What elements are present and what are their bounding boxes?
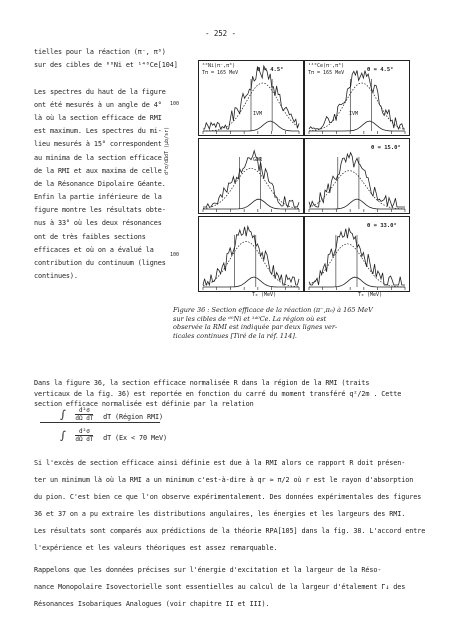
formula-fraction-2: $\frac{\text{d²σ}}{\text{dΩ dT}}$ [75,428,94,443]
fit-curve [203,241,299,286]
component-curve [309,121,405,131]
text-line: contribution du continuum (lignes [34,259,166,267]
text-line: Enfin la partie inférieure de la [34,193,162,202]
figure-36 [164,55,420,298]
panel-title-ni: ⁶⁰Ni(π⁻,π⁰) [202,63,236,69]
text-line: Résonances Isobariques Analogues (voir chapitre II et III). [34,600,270,608]
text-line: figure montre les résultats obte- [34,206,166,215]
text-line: du pion. C'est bien ce que l'on observe expérimentalement. Des données expérimentales des figures [34,493,422,501]
panel-ce-4deg [304,60,410,136]
spectrum-trace [203,151,299,207]
text-line [34,72,178,85]
panel-energy-ni: Tπ = 165 MeV [202,70,239,76]
text-line: Rappelons que les données précises sur l'énergie d'excitation et la largeur de la Réso- [34,566,382,574]
text-line: ter un minimum là où la RMI a un minimum c'est-à-dire à qr ≈ π/2 où r est le rayon d'absorption [34,476,414,484]
text-line: lieu mesurés à 15° correspondent [34,140,162,149]
text-line: ont été mesurés à un angle de 4° [34,100,162,109]
text-line: de la Résonance Dipolaire Géante. [34,179,166,188]
x-axis-label-left: T₀ (MeV) [252,292,277,298]
formula-numerator-line: ∫ $\frac{\text{d²σ}}{\text{dΩ dT}}$ dT (Région RMI) [60,407,163,422]
text-line: sur des cibles de ⁶⁰Ni et ¹⁴⁰Ce[104] [34,61,178,70]
text-line: efficaces et où on a évalué la [34,245,154,254]
text-line: au minima de la section efficace [34,153,162,162]
panel-ni-15deg [198,138,304,214]
left-column-text [34,46,178,283]
panel-ni-33deg [198,216,304,292]
text-line: Dans la figure 36, la section efficace normalisée R dans la région de la RMI (traits [34,379,370,387]
text-line: l'expérience et les valeurs théoriques est assez remarquable. [34,544,278,552]
fit-curve [203,168,299,208]
angle-label-15: θ = 15.0° [371,145,401,151]
text-line: est maximum. Les spectres du mi- [34,127,162,136]
ivm-label-ni: IVM [253,111,263,117]
figure-caption [173,306,373,340]
text-line: ticales continues [Tiré de la réf. 114]. [173,331,297,340]
body-paragraph-2 [34,455,425,557]
ratio-formula [60,404,167,441]
y-tick-top: 100 [170,101,180,107]
text-line: observée la RMI est indiquée par deux lignes ver- [173,323,338,332]
y-axis-label: d²σ/dΩdT (μb/sr) [164,126,170,175]
text-line: Figure 36 : Section efficace de la réaction (π⁻,π₀) à 165 MeV [173,306,373,314]
text-line: continues). [34,272,78,281]
body-paragraph-3 [34,562,405,613]
text-line: verticaux de la fig. 36) est reportée en fonction du carré du moment transféré q²/2m . Cette [34,389,402,398]
text-line: 36 et 37 on a pu extraire les distributions angulaires, les énergies et les largeurs des RMI. [34,510,406,518]
panel-ce-15deg [304,138,410,214]
formula-denominator-line: ∫ $\frac{\text{d²σ}}{\text{dΩ dT}}$ dT (Ex < 70 MeV) [60,428,167,443]
text-line: Les résultats sont comparés aux prédictions de la théorie RPA[105] dans la fig. 38. L'accord entre [34,527,426,535]
text-line: Si l'excès de section efficace ainsi définie est due à la RMI alors ce rapport R doit présen- [34,459,406,467]
y-tick-bottom: 100 [170,252,180,258]
text-line: ont de très faibles sections [34,232,146,241]
formula-fraction-1: $\frac{\text{d²σ}}{\text{dΩ dT}}$ [75,407,94,422]
text-line: Les spectres du haut de la figure [34,87,166,96]
spectrum-trace [203,227,299,286]
text-line: tielles pour la réaction (π⁻, π⁰) [34,48,166,56]
component-curve [203,277,299,287]
fit-curve [309,83,405,131]
spectrum-trace [309,70,405,129]
angle-label-ce-4: θ = 4.5° [367,67,394,73]
ivm-label-ce: IVM [349,111,359,117]
panel-ni-4deg [198,60,304,136]
text-line: de la RMI et aux maxima de celle [34,166,162,175]
angle-label-33: θ = 33.0° [367,223,397,229]
text-line: section efficace normalisée est définie par la relation [34,400,254,408]
spectrum-ni-15deg [199,139,303,213]
x-axis-label-right: T₀ (MeV) [358,292,383,298]
text-line: nus à 33° où les deux résonances [34,219,162,228]
spectrum-ni-33deg [199,217,303,291]
panel-title-ce: ¹⁴⁰Ce(π⁻,π⁰) [308,63,345,69]
angle-label-ni-4: θ = 4.5° [257,67,284,73]
gdr-label-ni: GDR [253,157,263,163]
panel-energy-ce: Tπ = 165 MeV [308,70,345,76]
text-line: là où la section efficace de RMI [34,113,162,122]
page-number: - 252 - [205,29,236,38]
panel-ce-33deg [304,216,410,292]
text-line: nance Monopolaire Isovectorielle sont essentielles au calcul de la largeur d'étalement Γ↓ des [34,583,406,591]
text-line: sur les cibles de ⁶⁰Ni et ¹⁴⁰Ce. La région où est [173,314,327,323]
